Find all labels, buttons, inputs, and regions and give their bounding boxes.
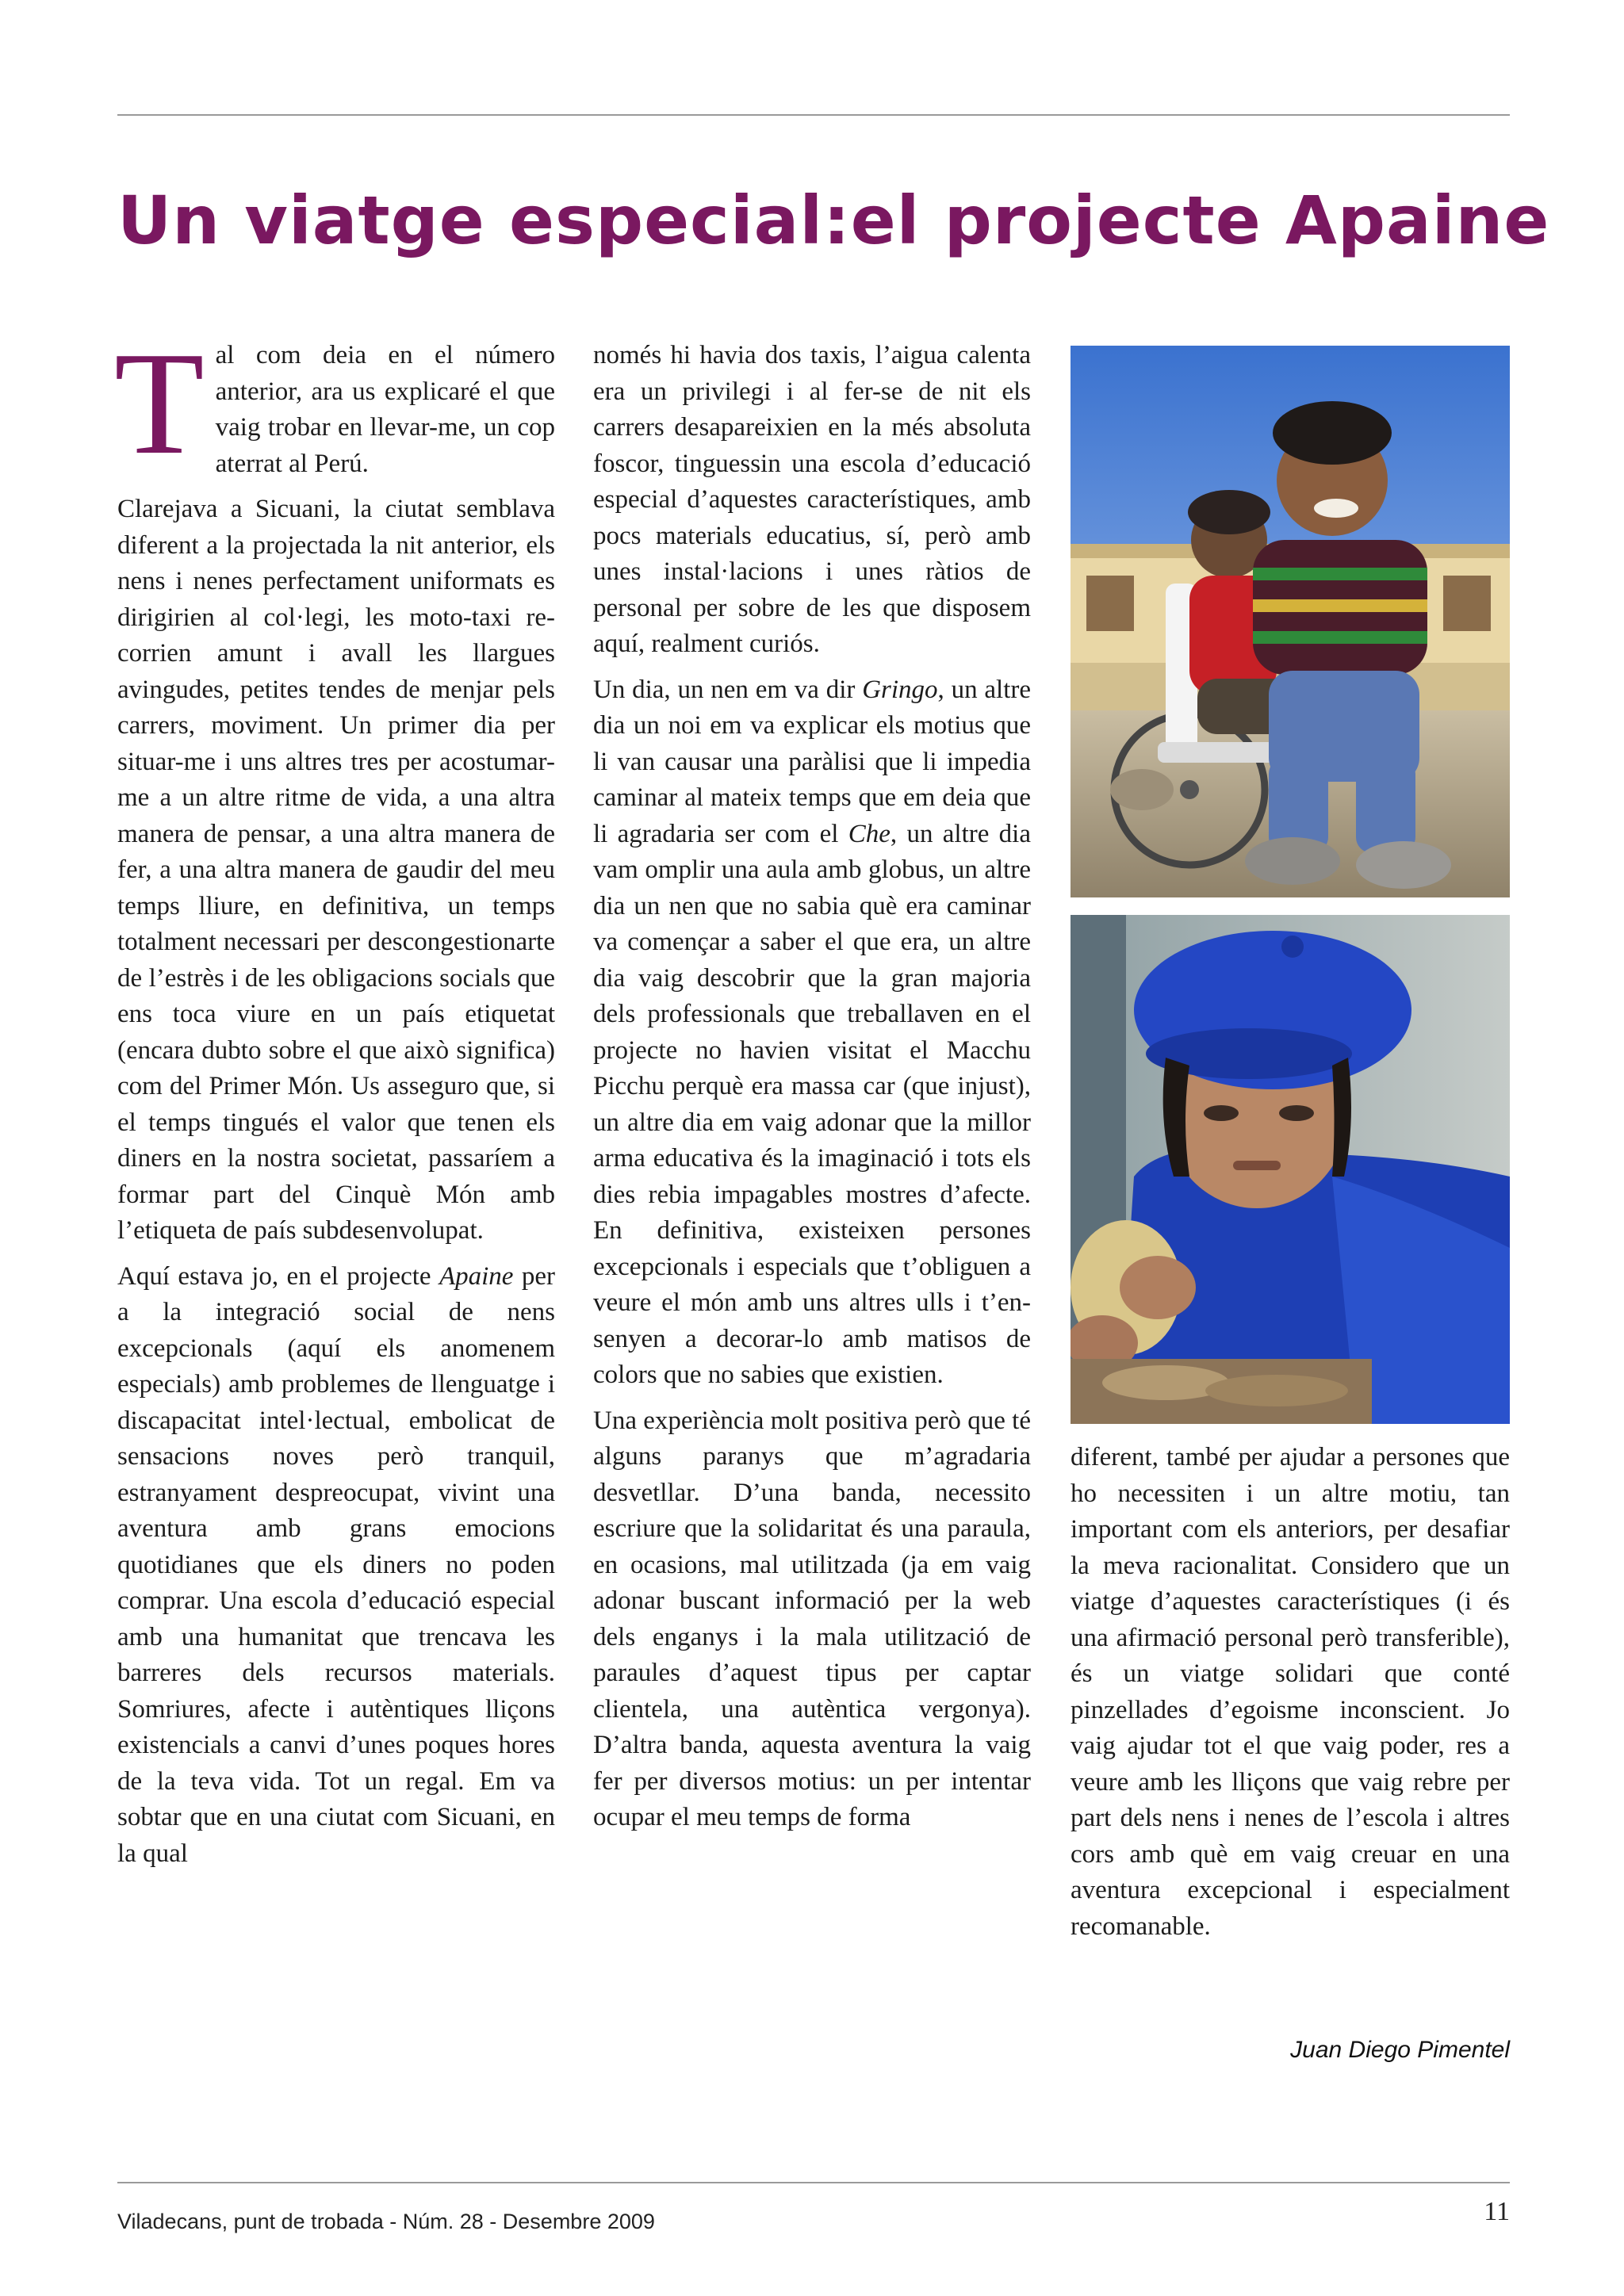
italic-term: Apaine <box>439 1261 514 1291</box>
page-number: 11 <box>1484 2197 1510 2226</box>
author-signature: Juan Diego Pimentel <box>1290 2037 1510 2063</box>
photo-boys-wheelchair <box>1071 346 1510 897</box>
paragraph-text: al com deia en el número anterior, ara us explicaré el que vaig trobar en llevar-me, un cop aterrat al Perú. <box>215 341 555 478</box>
photo-boys-wheelchair-image <box>1071 346 1510 897</box>
column-3 <box>1071 1440 1510 1954</box>
paragraph <box>117 1259 555 1873</box>
paragraph: diferent, també per ajudar a persones que ho necessiten i un altre motiu, tan important com els anteriors, per desafiar la meva racionalitat. Considero que un viatge d’aquestes característiques (i és una afirmació personal però transferible), és un viatge solidari que conté pinzellades d’egoisme inconscient. Jo vaig ajudar tot el que vaig poder, res a veure amb les lliçons que vaig rebre per part dels nens i nenes de l’escola i altres cors amb què em vaig creuar en una aventura excepcional i especialment recomanable. <box>1071 1443 1510 1941</box>
article-title: Un viatge especial:el projecte Apaine <box>117 182 1550 259</box>
paragraph: Clarejava a Sicuani, la ciutat semblava diferent a la projectada la nit anterior, els nens i nenes perfectament uniformats es dirigirien al col·legi, les moto-taxi recorrien amunt i avall les llargues avingudes, petites tendes de menjar pels carrers, moviment. Un primer dia per situar-me i uns altres tres per acostumar-me a un altre ritme de vida, a una altra manera de pensar, a una altra manera de fer, a una altra manera de gaudir del meu temps lliure, en definitiva, un temps totalment necessari per descongestionarte de l’estrès i de les obligacions socials que ens toca viure en un país etiquetat (encara dubto sobre el que això significa) com del Primer Món. Us asseguro que, si el temps tingués el valor que tenen els diners en la nostra societat, passaríem a formar part del Cinquè Món amb l’etiqueta de país subdesenvolupat. <box>117 495 555 1245</box>
paragraph <box>114 322 555 485</box>
paragraph-text: per a la integració social de nens excepcionals (aquí els anomenem especials) amb problemes de llenguatge i discapacitat intel·lectual, embolicat de sensacions noves però tranquil, estranyament despreocupat, vivint una aventura amb grans emocions quotidianes que els diners no poden comprar. Una escola d’educació especial amb una humanitat que trencava les barreres dels recursos materials. Somriures, afecte i autèntiques lliçons existencials a canvi d’unes poques hores de la teva vida. Tot un regal. Em va sobtar que en una ciutat com Sicuani, en la qual <box>117 1261 556 1868</box>
top-rule <box>117 114 1510 116</box>
drop-cap: T <box>114 322 205 485</box>
photo-girl-blue-cap <box>1071 915 1510 1424</box>
paragraph-text: Un dia, un nen em va dir <box>593 675 863 704</box>
column-1 <box>114 322 556 1881</box>
paragraph: Una experiència molt positiva però que té alguns paranys que m’agradaria desvetllar. D’una banda, necessito escriure que la solidaritat és una paraula, en ocasions, mal utilitzada (ja em vaig adonar buscant informació per la web dels enganys i la mala utilització de paraules d’aquest tipus per captar clientela, una autèntica vergonya). D’altra banda, aquesta aventura la vaig fer per diversos motius: un per intentar ocupar el meu temps de forma <box>593 1406 1031 1831</box>
italic-term: Che <box>848 819 891 848</box>
column-2 <box>593 338 1031 1846</box>
paragraph <box>593 672 1031 1394</box>
paragraph-text: , un altre dia vam omplir una aula amb globus, un altre dia un nen que no sabia què era caminar va començar a saber el que era, un altre dia vaig descobrir que la gran majoria dels professionals que treballaven en el projecte no havien visitat el Macchu Picchu perquè era massa car (que injust), un altre dia em vaig adonar que la millor arma educativa és la imaginació i tots els dies rebia impagables mostres d’afecte. En definitiva, existeixen persones excepcionals i especials que t’obliguen a veure el món amb uns altres ulls i t’ensenyen a decorar-lo amb matisos de colors que no sabies que existien. <box>593 819 1031 1389</box>
photo-girl-blue-cap-image <box>1071 915 1510 1424</box>
paragraph-text: , un altre dia un noi em va explicar els motius que li van causar una paràlisi que li impedia caminar al mateix temps que em deia que li agradaria ser com el <box>593 675 1031 848</box>
footer-publication: Viladecans, punt de trobada - Núm. 28 - Desembre 2009 <box>117 2210 655 2233</box>
italic-term: Gringo <box>862 675 938 704</box>
bottom-rule <box>117 2182 1510 2183</box>
paragraph: només hi havia dos taxis, l’aigua calenta era un privilegi i al fer-se de nit els carrers desapareixien en la més absoluta foscor, tinguessin una escola d’educació especial d’aquestes característiques, amb pocs materials educatius, sí, però amb unes instal·lacions i unes ràtios de personal per sobre de les que disposem aquí, realment curiós. <box>593 341 1031 658</box>
paragraph-text: Aquí estava jo, en el projecte <box>117 1261 439 1291</box>
